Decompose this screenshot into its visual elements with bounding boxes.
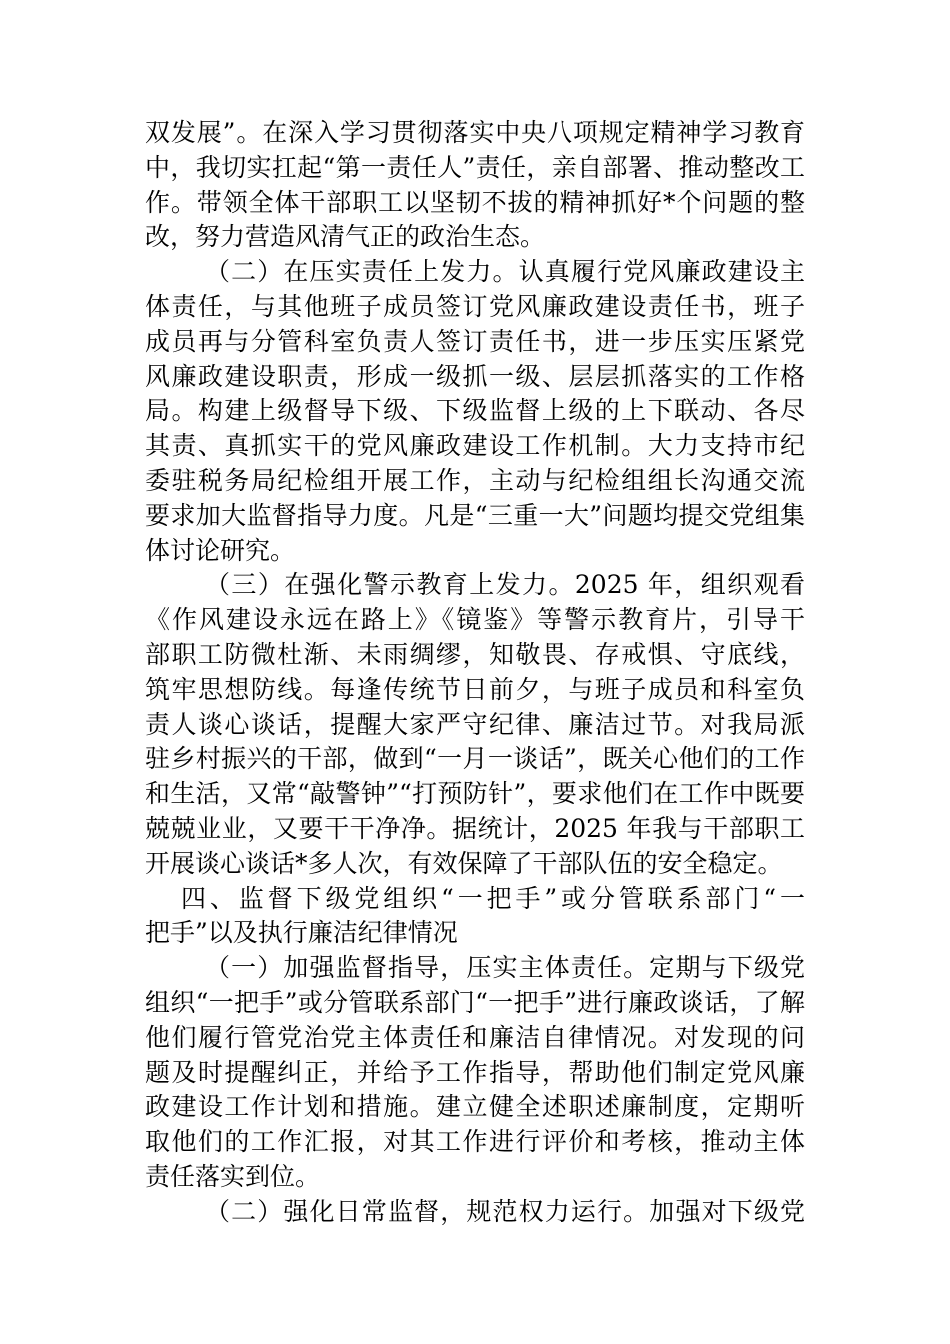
text-line: 和生活，又常“敲警钟”“打预防针”，要求他们在工作中既要	[145, 779, 805, 809]
text-line: 把手”以及执行廉洁纪律情况	[145, 918, 458, 948]
text-line: 局。构建上级督导下级、下级监督上级的上下联动、各尽	[145, 396, 805, 426]
text-line: 开展谈心谈话*多人次，有效保障了干部队伍的安全稳定。	[145, 848, 783, 878]
text-line: 改，努力营造风清气正的政治生态。	[145, 222, 546, 252]
text-line: 成员再与分管科室负责人签订责任书，进一步压实压紧党	[145, 326, 805, 356]
paragraph	[145, 255, 805, 568]
text-line: 责人谈心谈话，提醒大家严守纪律、廉洁过节。对我局派	[145, 709, 805, 739]
text-line: 取他们的工作汇报，对其工作进行评价和考核，推动主体	[145, 1127, 805, 1157]
text-line: 题及时提醒纠正，并给予工作指导，帮助他们制定党风廉	[145, 1057, 805, 1087]
paragraph	[145, 568, 805, 881]
text-line: 驻乡村振兴的干部，做到“一月一谈话”，既关心他们的工作	[145, 744, 805, 774]
section-heading	[145, 882, 805, 952]
text-line: 组织“一把手”或分管联系部门“一把手”进行廉政谈话，了解	[145, 987, 805, 1017]
text-line: （三）在强化警示教育上发力。2025 年，组织观看	[205, 570, 805, 600]
text-line: 筑牢思想防线。每逢传统节日前夕，与班子成员和科室负	[145, 674, 805, 704]
text-line: 《作风建设永远在路上》《镜鉴》等警示教育片，引导干	[145, 605, 805, 635]
text-line: （二）强化日常监督，规范权力运行。加强对下级党	[205, 1196, 805, 1226]
text-line: 四、监督下级党组织“一把手”或分管联系部门“一	[181, 883, 805, 913]
document-page	[145, 116, 805, 1230]
text-line: （二）在压实责任上发力。认真履行党风廉政建设主	[205, 257, 805, 287]
text-line: 部职工防微杜渐、未雨绸缪，知敬畏、存戒惧、守底线，	[145, 639, 805, 669]
paragraph	[145, 951, 805, 1195]
text-line: 兢兢业业，又要干干净净。据统计，2025 年我与干部职工	[145, 813, 805, 843]
text-line: 双发展”。在深入学习贯彻落实中央八项规定精神学习教育	[145, 118, 805, 147]
text-line: 责任落实到位。	[145, 1161, 321, 1191]
text-line: 体讨论研究。	[145, 535, 296, 565]
text-line: 风廉政建设职责，形成一级抓一级、层层抓落实的工作格	[145, 361, 805, 391]
text-line: 委驻税务局纪检组开展工作，主动与纪检组组长沟通交流	[145, 465, 805, 495]
paragraph	[145, 1195, 805, 1230]
text-line: 体责任，与其他班子成员签订党风廉政建设责任书，班子	[145, 291, 805, 321]
text-line: 中，我切实扛起“第一责任人”责任，亲自部署、推动整改工	[145, 152, 805, 182]
text-line: 要求加大监督指导力度。凡是“三重一大”问题均提交党组集	[145, 500, 805, 530]
text-line: 作。带领全体干部职工以坚韧不拔的精神抓好*个问题的整	[145, 187, 805, 217]
text-line: 他们履行管党治党主体责任和廉洁自律情况。对发现的问	[145, 1022, 805, 1052]
text-line: 其责、真抓实干的党风廉政建设工作机制。大力支持市纪	[145, 431, 805, 461]
paragraph	[145, 116, 805, 255]
text-line: 政建设工作计划和措施。建立健全述职述廉制度，定期听	[145, 1092, 805, 1122]
text-line: （一）加强监督指导，压实主体责任。定期与下级党	[205, 953, 805, 983]
